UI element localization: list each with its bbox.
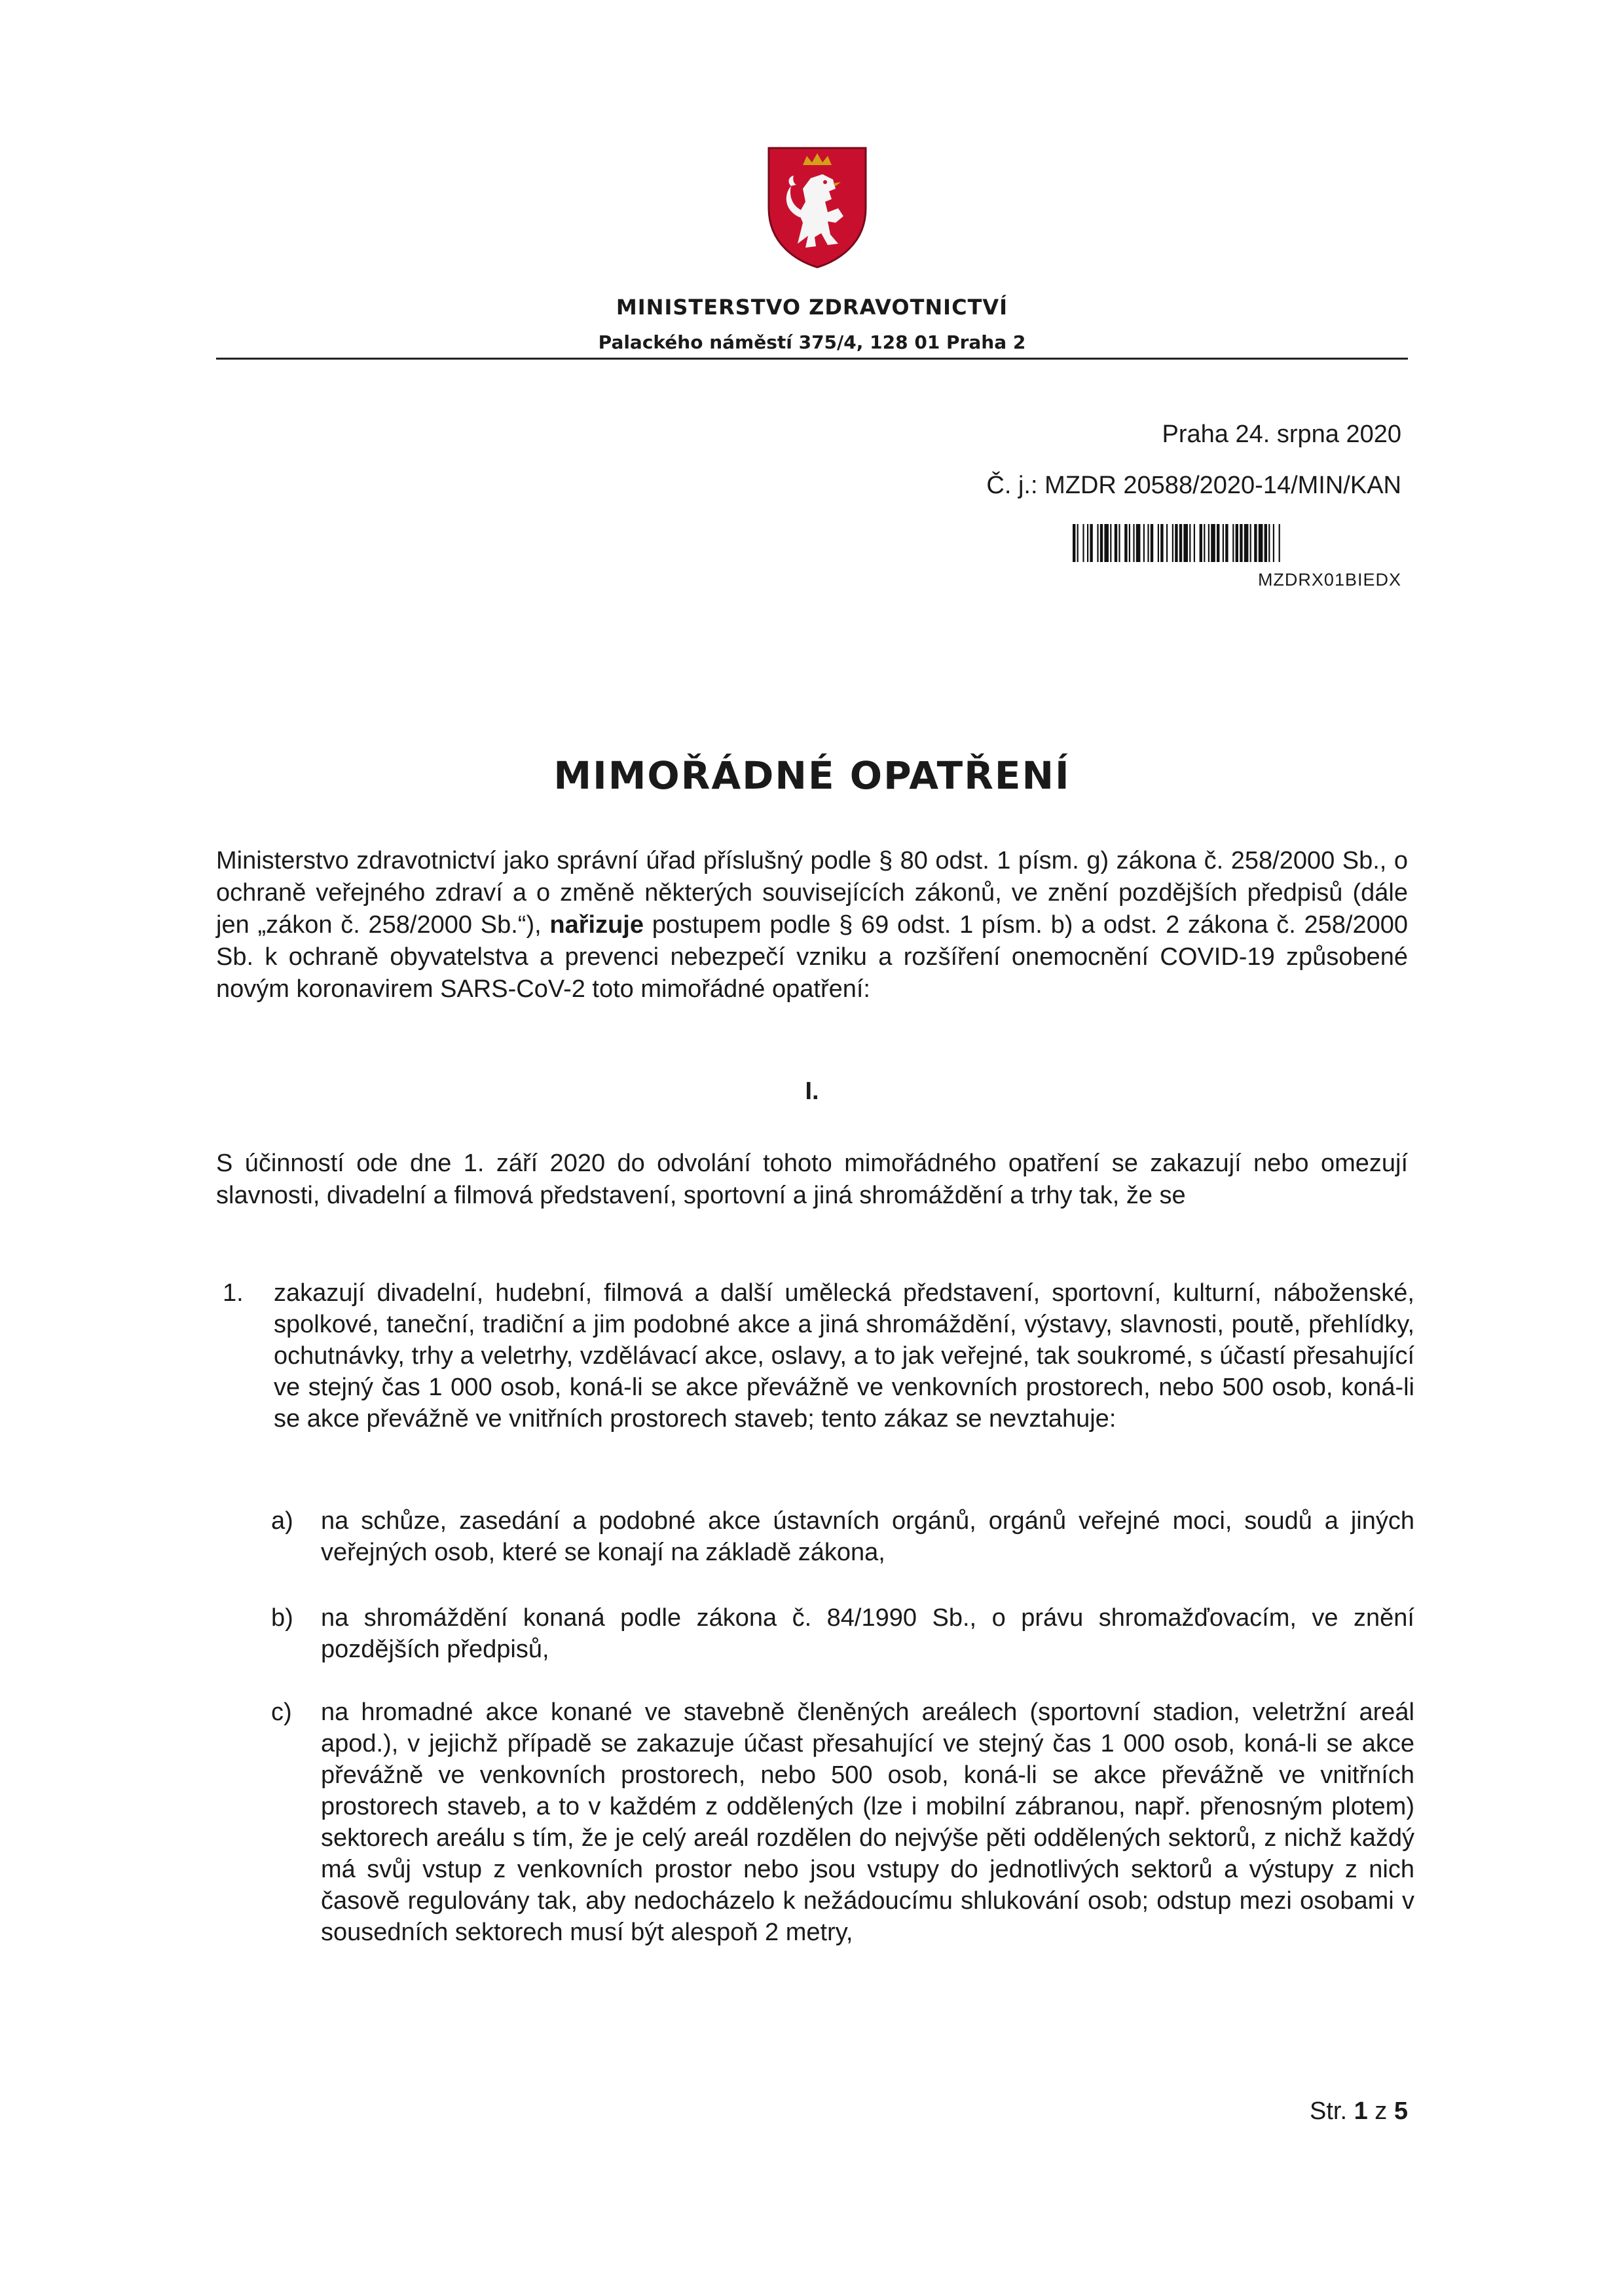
document-title: MIMOŘÁDNÉ OPATŘENÍ [553,753,1071,798]
page-total: 5 [1393,2097,1408,2125]
header-divider [216,358,1408,360]
section-number: I. [805,1078,819,1105]
intro-text-end: postupem podle § 69 odst. 1 písm. b) a odst. 2 zákona č. 258/2000 Sb. k ochraně obyvatelstva a prevenci nebezpečí vzniku a rozšíření onemocnění COVID-19 způsobené novým koronavirem SARS-CoV-2 toto mimořádné opatření: [216,911,1409,1003]
barcode-text: MZDRX01BIEDX [1257,570,1401,590]
list-item-number: 1. [223,1279,244,1307]
sub-item-text: na schůze, zasedání a podobné akce ústavních orgánů, orgánů veřejné moci, soudů a jiných veřejných osob, které se konají na základě zákona, [321,1507,1414,1566]
ministry-name: MINISTERSTVO ZDRAVOTNICTVÍ [616,295,1008,320]
page-number-prefix: Str. [1310,2097,1354,2125]
page-number [1310,2097,1408,2126]
sub-item-letter: c) [271,1699,292,1726]
intro-bold-verb: nařizuje [549,911,644,939]
ministry-address: Palackého náměstí 375/4, 128 01 Praha 2 [598,331,1026,353]
document-date: Praha 24. srpna 2020 [1162,421,1401,448]
page-number-middle: z [1367,2097,1394,2125]
reference-number: Č. j.: MZDR 20588/2020-14/MIN/KAN [986,472,1401,499]
barcode [1073,524,1403,562]
intro-text-start: Ministerstvo zdravotnictví jako správní úřad příslušný podle § 80 odst. 1 písm. g) zákona č. 258/2000 Sb., o ochraně veřejného zdraví a o změně některých souvisejících zákonů, ve znění pozdějších předpisů (dále jen „zákon č. 258/2000 Sb.“), [216,847,1408,939]
sub-item-text: na hromadné akce konané ve stavebně členěných areálech (sportovní stadion, veletržní areál apod.), v jejichž případě se zakazuje účast přesahující ve stejný čas 1 000 osob, koná-li se akce převážně ve venkovních prostorech, nebo 500 osob, koná-li se akce převážně ve vnitřních prostorech staveb, a to v každém z oddělených (lze i mobilní zábranou, např. přenosným plotem) sektorech areálu s tím, že je celý areál rozdělen do nejvýše pěti oddělených sektorů, z nichž každý má svůj vstup z venkovních prostor nebo jsou vstupy do jednotlivých sektorů a výstupy z nich časově regulovány tak, aby nedocházelo k nežádoucímu shlukování osob; odstup mezi osobami v sousedních sektorech musí být alespoň 2 metry, [321,1699,1414,1946]
sub-item-letter: a) [271,1507,293,1535]
list-item-text: zakazují divadelní, hudební, filmová a další umělecká představení, sportovní, kulturní, náboženské, spolkové, taneční, tradiční a jim podobné akce a jiná shromáždění, výstavy, slavnosti, poutě, přehlídky, ochutnávky, trhy a veletrhy, vzdělávací akce, oslavy, a to jak veřejné, tak soukromé, s účastí přesahující ve stejný čas 1 000 osob, koná-li se akce převážně ve venkovních prostorech, nebo 500 osob, koná-li se akce převážně ve vnitřních prostorech staveb; tento zákaz se nevztahuje: [274,1279,1414,1433]
intro-paragraph [216,845,1408,1005]
effect-paragraph: S účinností ode dne 1. září 2020 do odvolání tohoto mimořádného opatření se zakazují nebo omezují slavnosti, divadelní a filmová představení, sportovní a jiná shromáždění a trhy tak, že se [216,1150,1408,1209]
czech-coat-of-arms-icon [765,145,870,269]
sub-item-text: na shromáždění konaná podle zákona č. 84/1990 Sb., o právu shromažďovacím, ve znění pozdějších předpisů, [321,1604,1414,1663]
sub-item-letter: b) [271,1604,293,1632]
page-current: 1 [1354,2097,1368,2125]
